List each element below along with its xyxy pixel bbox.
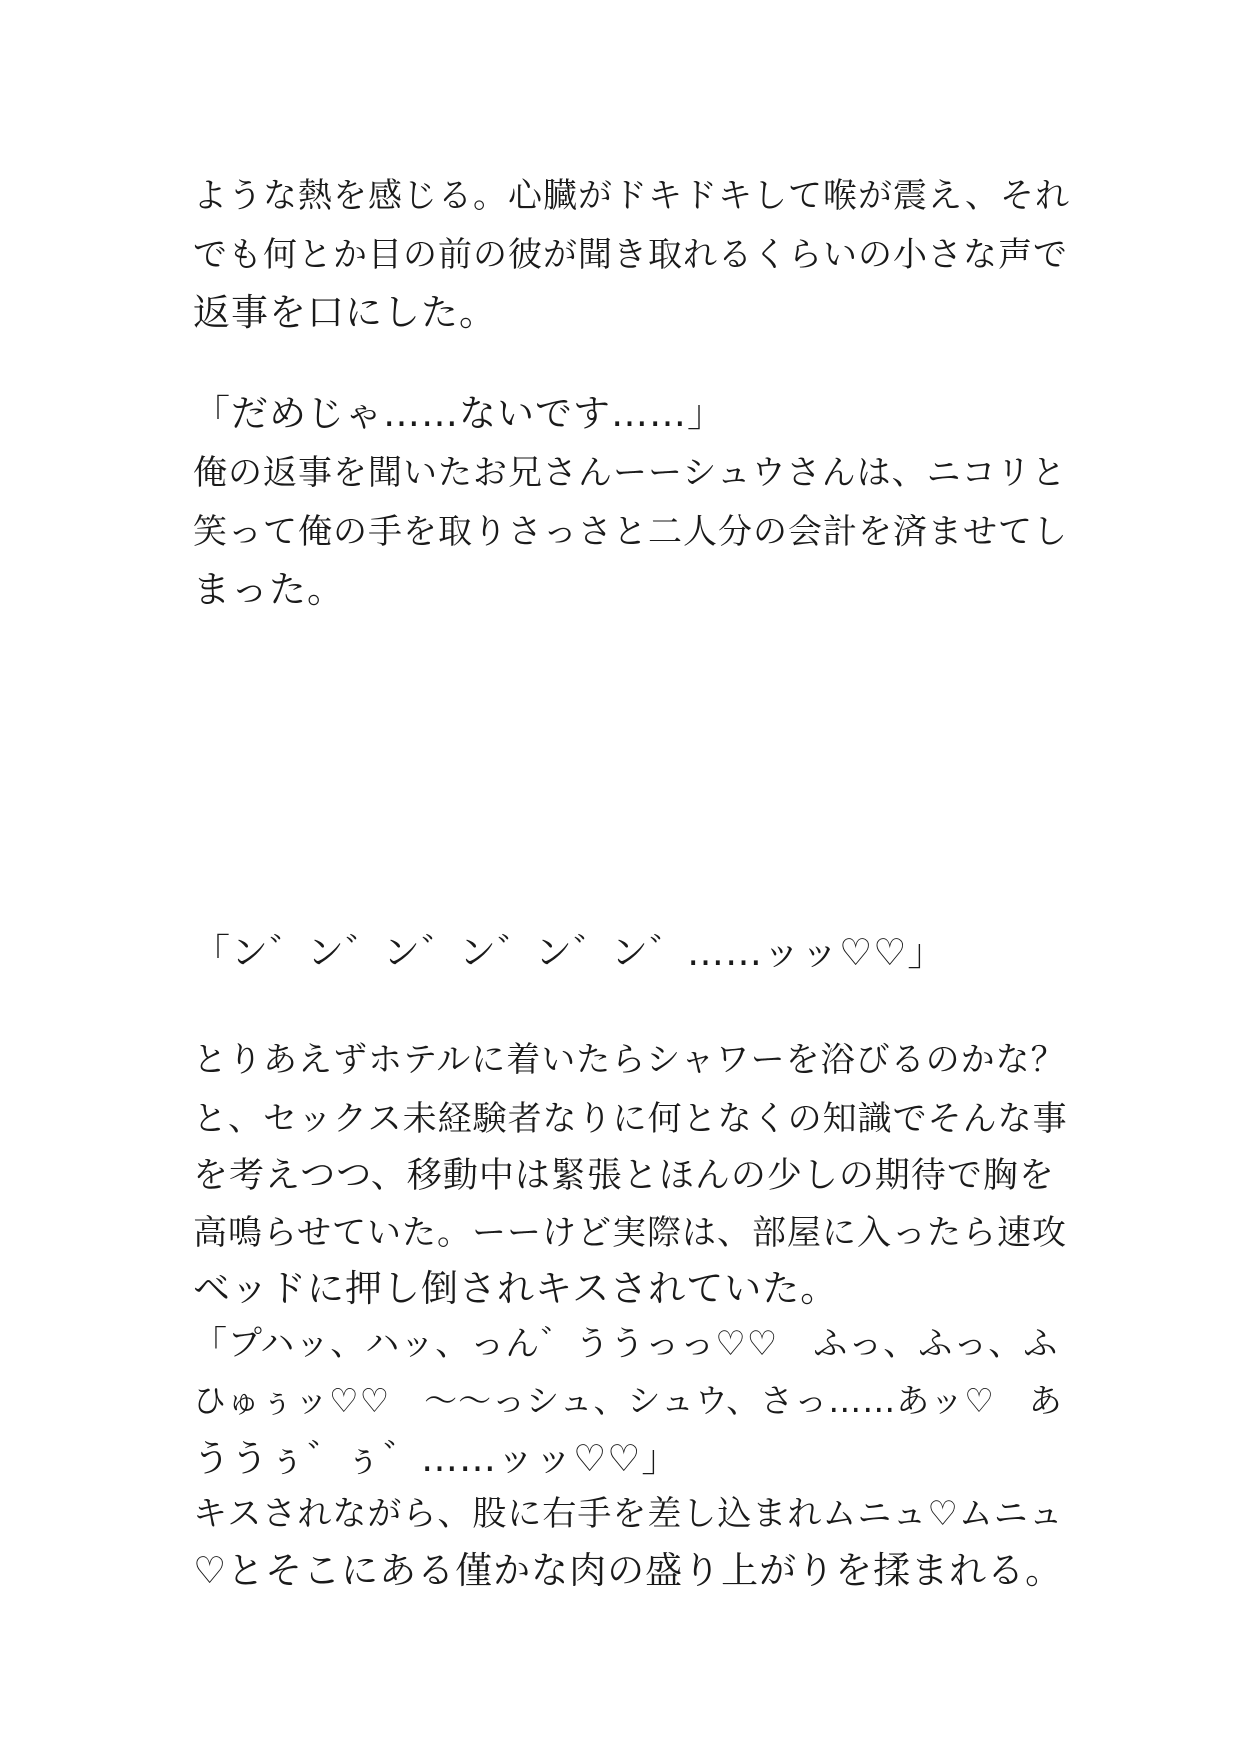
text-line: を考えつつ、移動中は緊張とほんの少しの期待で胸を	[193, 1156, 1055, 1196]
dialogue-line: 「ン゛ン゛ン゛ン゛ン゛ン゛……ッッ♡♡」	[193, 931, 946, 974]
text-line: 返事を口にした。	[193, 291, 497, 334]
dialogue-line: 「プハッ、ハッ、っん゛ううっっ♡♡ ふっ、ふっ、ふ	[193, 1324, 1059, 1364]
text-line: 俺の返事を聞いたお兄さんーーシュウさんは、ニコリと	[193, 453, 1067, 493]
text-line: キスされながら、股に右手を差し込まれムニュ♡ムニュ	[193, 1494, 1064, 1534]
text-line: 高鳴らせていた。ーーけど実際は、部屋に入ったら速攻	[193, 1213, 1067, 1253]
text-line: ような熱を感じる。心臓がドキドキして喉が震え、それ	[193, 176, 1071, 216]
text-line: と、セックス未経験者なりに何となくの知識でそんな事	[193, 1099, 1068, 1139]
text-line: とりあえずホテルに着いたらシャワーを浴びるのかな？	[193, 1040, 1066, 1080]
text-line: ベッドに押し倒されキスされていた。	[193, 1267, 839, 1310]
text-line: まった。	[193, 568, 345, 611]
dialogue-line: ううぅ゛ぅ゛……ッッ♡♡」	[193, 1437, 680, 1480]
text-line: ♡とそこにある僅かな肉の盛り上がりを揉まれる。	[193, 1549, 1064, 1592]
text-line: でも何とか目の前の彼が聞き取れるくらいの小さな声で	[193, 235, 1068, 275]
dialogue-line: 「だめじゃ……ないです……」	[193, 392, 725, 435]
text-line: 笑って俺の手を取りさっさと二人分の会計を済ませてし	[193, 512, 1068, 552]
dialogue-line: ひゅぅッ♡♡ ～～っシュ、シュウ、さっ……あッ♡ あ	[193, 1381, 1063, 1420]
